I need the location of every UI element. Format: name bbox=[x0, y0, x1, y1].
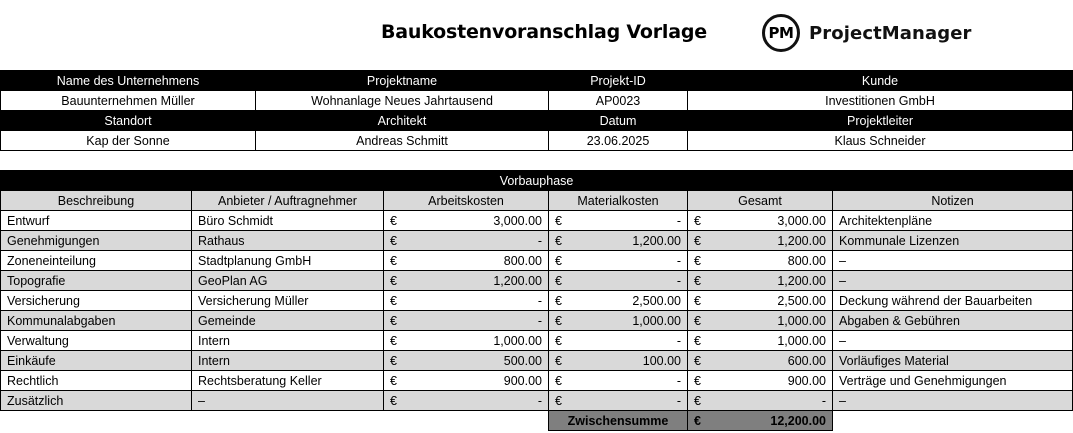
notes-cell[interactable]: Abgaben & Gebühren bbox=[833, 311, 1073, 331]
description-cell[interactable]: Kommunalabgaben bbox=[1, 311, 192, 331]
material-cost-cell-amount: - bbox=[676, 213, 681, 228]
subtotal-label: Zwischensumme bbox=[549, 411, 688, 431]
currency-symbol: € bbox=[694, 313, 701, 328]
column-header: Notizen bbox=[833, 191, 1073, 211]
vendor-cell[interactable]: Versicherung Müller bbox=[192, 291, 384, 311]
currency-symbol: € bbox=[390, 353, 397, 368]
currency-symbol: € bbox=[694, 393, 701, 408]
total-cell[interactable] bbox=[688, 271, 833, 291]
description-cell[interactable]: Einkäufe bbox=[1, 351, 192, 371]
material-cost-cell-amount: - bbox=[676, 373, 681, 388]
vendor-cell[interactable]: Stadtplanung GmbH bbox=[192, 251, 384, 271]
total-cell[interactable] bbox=[688, 211, 833, 231]
currency-symbol: € bbox=[694, 373, 701, 388]
notes-cell[interactable]: Kommunale Lizenzen bbox=[833, 231, 1073, 251]
info-value-row bbox=[1, 131, 1073, 151]
currency-symbol: € bbox=[555, 233, 562, 248]
labor-cost-cell-amount: 800.00 bbox=[503, 253, 542, 268]
material-cost-cell-amount: - bbox=[676, 253, 681, 268]
architect-label: Architekt bbox=[256, 111, 549, 131]
total-cell[interactable] bbox=[688, 371, 833, 391]
info-label-row bbox=[1, 71, 1073, 91]
description-cell[interactable]: Rechtlich bbox=[1, 371, 192, 391]
currency-symbol: € bbox=[555, 353, 562, 368]
total-cell-amount: 1,000.00 bbox=[777, 333, 826, 348]
table-row bbox=[1, 271, 1073, 291]
material-cost-cell-amount: - bbox=[676, 333, 681, 348]
total-cell[interactable] bbox=[688, 391, 833, 411]
total-cell-amount: 3,000.00 bbox=[777, 213, 826, 228]
material-cost-cell[interactable] bbox=[549, 271, 688, 291]
material-cost-cell-amount: 100.00 bbox=[642, 353, 681, 368]
material-cost-cell[interactable] bbox=[549, 371, 688, 391]
currency-symbol: € bbox=[390, 253, 397, 268]
labor-cost-cell-amount: 500.00 bbox=[503, 353, 542, 368]
total-cell-amount: 2,500.00 bbox=[777, 293, 826, 308]
material-cost-cell[interactable] bbox=[549, 251, 688, 271]
labor-cost-cell-amount: 900.00 bbox=[503, 373, 542, 388]
empty-cell bbox=[192, 411, 384, 431]
vendor-cell[interactable]: Intern bbox=[192, 331, 384, 351]
vendor-cell[interactable]: Gemeinde bbox=[192, 311, 384, 331]
material-cost-cell-amount: 2,500.00 bbox=[632, 293, 681, 308]
company-name-value[interactable]: Bauunternehmen Müller bbox=[1, 91, 256, 111]
vendor-cell[interactable]: – bbox=[192, 391, 384, 411]
phase-title: Vorbauphase bbox=[1, 171, 1073, 191]
currency-symbol: € bbox=[390, 373, 397, 388]
column-header: Materialkosten bbox=[549, 191, 688, 211]
description-cell[interactable]: Topografie bbox=[1, 271, 192, 291]
notes-cell[interactable]: Deckung während der Bauarbeiten bbox=[833, 291, 1073, 311]
description-cell[interactable]: Genehmigungen bbox=[1, 231, 192, 251]
total-cell[interactable] bbox=[688, 311, 833, 331]
table-row bbox=[1, 371, 1073, 391]
location-label: Standort bbox=[1, 111, 256, 131]
subtotal-row bbox=[1, 411, 1073, 431]
notes-cell[interactable]: – bbox=[833, 391, 1073, 411]
vendor-cell[interactable]: Rechtsberatung Keller bbox=[192, 371, 384, 391]
table-row bbox=[1, 231, 1073, 251]
project-info-table bbox=[0, 70, 1073, 151]
currency-symbol: € bbox=[694, 213, 701, 228]
currency-symbol: € bbox=[390, 213, 397, 228]
vendor-cell[interactable]: Büro Schmidt bbox=[192, 211, 384, 231]
currency-symbol: € bbox=[390, 233, 397, 248]
company-name-label: Name des Unternehmens bbox=[1, 71, 256, 91]
subtotal-value bbox=[688, 411, 833, 431]
currency-symbol: € bbox=[390, 393, 397, 408]
table-row bbox=[1, 391, 1073, 411]
currency-symbol: € bbox=[555, 333, 562, 348]
column-header: Beschreibung bbox=[1, 191, 192, 211]
total-cell-amount: 1,000.00 bbox=[777, 313, 826, 328]
notes-cell[interactable]: Verträge und Genehmigungen bbox=[833, 371, 1073, 391]
currency-symbol: € bbox=[555, 293, 562, 308]
project-name-value[interactable]: Wohnanlage Neues Jahrtausend bbox=[256, 91, 549, 111]
material-cost-cell[interactable] bbox=[549, 351, 688, 371]
date-label: Datum bbox=[549, 111, 688, 131]
vendor-cell[interactable]: Rathaus bbox=[192, 231, 384, 251]
notes-cell[interactable]: – bbox=[833, 331, 1073, 351]
project-manager-label: Projektleiter bbox=[688, 111, 1073, 131]
description-cell[interactable]: Zoneneinteilung bbox=[1, 251, 192, 271]
cost-rows bbox=[1, 211, 1073, 411]
material-cost-cell-amount: - bbox=[676, 273, 681, 288]
total-cell-amount: 600.00 bbox=[787, 353, 826, 368]
vendor-cell[interactable]: GeoPlan AG bbox=[192, 271, 384, 291]
labor-cost-cell[interactable] bbox=[384, 331, 549, 351]
total-cell[interactable] bbox=[688, 331, 833, 351]
labor-cost-cell-amount: 3,000.00 bbox=[493, 213, 542, 228]
table-row bbox=[1, 331, 1073, 351]
currency-symbol: € bbox=[694, 233, 701, 248]
total-cell[interactable] bbox=[688, 251, 833, 271]
notes-cell[interactable]: Vorläufiges Material bbox=[833, 351, 1073, 371]
total-cell-amount: 1,200.00 bbox=[777, 233, 826, 248]
table-row bbox=[1, 311, 1073, 331]
project-manager-value[interactable]: Klaus Schneider bbox=[688, 131, 1073, 151]
material-cost-cell[interactable] bbox=[549, 391, 688, 411]
total-cell-amount: 900.00 bbox=[787, 373, 826, 388]
labor-cost-cell-amount: - bbox=[537, 233, 542, 248]
total-cell[interactable] bbox=[688, 351, 833, 371]
labor-cost-cell[interactable] bbox=[384, 311, 549, 331]
subtotal-amount: 12,200.00 bbox=[770, 413, 826, 428]
labor-cost-cell-amount: 1,200.00 bbox=[493, 273, 542, 288]
currency-symbol: € bbox=[555, 393, 562, 408]
material-cost-cell[interactable] bbox=[549, 231, 688, 251]
table-row bbox=[1, 351, 1073, 371]
notes-cell[interactable]: Architektenpläne bbox=[833, 211, 1073, 231]
pm-logo-icon: PM bbox=[762, 14, 800, 52]
table-row bbox=[1, 291, 1073, 311]
location-value[interactable]: Kap der Sonne bbox=[1, 131, 256, 151]
currency-symbol: € bbox=[555, 313, 562, 328]
project-id-value[interactable]: AP0023 bbox=[549, 91, 688, 111]
column-header: Arbeitskosten bbox=[384, 191, 549, 211]
info-value-row bbox=[1, 91, 1073, 111]
labor-cost-cell-amount: - bbox=[537, 393, 542, 408]
description-cell[interactable]: Zusätzlich bbox=[1, 391, 192, 411]
currency-symbol: € bbox=[390, 313, 397, 328]
empty-cell bbox=[833, 411, 1073, 431]
material-cost-cell[interactable] bbox=[549, 311, 688, 331]
currency-symbol: € bbox=[694, 253, 701, 268]
currency-symbol: € bbox=[390, 273, 397, 288]
date-value[interactable]: 23.06.2025 bbox=[549, 131, 688, 151]
phase-header-row bbox=[1, 171, 1073, 191]
project-id-label: Projekt-ID bbox=[549, 71, 688, 91]
brand-name: ProjectManager bbox=[809, 22, 972, 44]
currency-symbol: € bbox=[694, 413, 701, 428]
project-name-label: Projektname bbox=[256, 71, 549, 91]
labor-cost-cell[interactable] bbox=[384, 211, 549, 231]
material-cost-cell[interactable] bbox=[549, 291, 688, 311]
description-cell[interactable]: Entwurf bbox=[1, 211, 192, 231]
material-cost-cell-amount: 1,200.00 bbox=[632, 233, 681, 248]
column-header: Anbieter / Auftragnehmer bbox=[192, 191, 384, 211]
empty-cell bbox=[384, 411, 549, 431]
vendor-cell[interactable]: Intern bbox=[192, 351, 384, 371]
labor-cost-cell-amount: - bbox=[537, 293, 542, 308]
description-cell[interactable]: Versicherung bbox=[1, 291, 192, 311]
currency-symbol: € bbox=[694, 353, 701, 368]
cost-estimate-table bbox=[0, 170, 1073, 431]
table-row bbox=[1, 211, 1073, 231]
labor-cost-cell[interactable] bbox=[384, 231, 549, 251]
column-header: Gesamt bbox=[688, 191, 833, 211]
labor-cost-cell[interactable] bbox=[384, 351, 549, 371]
labor-cost-cell[interactable] bbox=[384, 291, 549, 311]
description-cell[interactable]: Verwaltung bbox=[1, 331, 192, 351]
total-cell-amount: - bbox=[821, 393, 826, 408]
labor-cost-cell[interactable] bbox=[384, 371, 549, 391]
total-cell[interactable] bbox=[688, 291, 833, 311]
currency-symbol: € bbox=[555, 213, 562, 228]
architect-value[interactable]: Andreas Schmitt bbox=[256, 131, 549, 151]
labor-cost-cell[interactable] bbox=[384, 391, 549, 411]
total-cell-amount: 800.00 bbox=[787, 253, 826, 268]
material-cost-cell[interactable] bbox=[549, 331, 688, 351]
labor-cost-cell[interactable] bbox=[384, 271, 549, 291]
labor-cost-cell[interactable] bbox=[384, 251, 549, 271]
total-cell-amount: 1,200.00 bbox=[777, 273, 826, 288]
currency-symbol: € bbox=[390, 333, 397, 348]
notes-cell[interactable]: – bbox=[833, 251, 1073, 271]
client-label: Kunde bbox=[688, 71, 1073, 91]
page-title: Baukostenvoranschlag Vorlage bbox=[381, 21, 707, 43]
brand-logo bbox=[762, 14, 971, 52]
currency-symbol: € bbox=[694, 333, 701, 348]
currency-symbol: € bbox=[555, 273, 562, 288]
currency-symbol: € bbox=[694, 293, 701, 308]
labor-cost-cell-amount: - bbox=[537, 313, 542, 328]
material-cost-cell-amount: - bbox=[676, 393, 681, 408]
client-value[interactable]: Investitionen GmbH bbox=[688, 91, 1073, 111]
material-cost-cell-amount: 1,000.00 bbox=[632, 313, 681, 328]
currency-symbol: € bbox=[694, 273, 701, 288]
total-cell[interactable] bbox=[688, 231, 833, 251]
info-label-row bbox=[1, 111, 1073, 131]
material-cost-cell[interactable] bbox=[549, 211, 688, 231]
empty-cell bbox=[1, 411, 192, 431]
currency-symbol: € bbox=[390, 293, 397, 308]
labor-cost-cell-amount: 1,000.00 bbox=[493, 333, 542, 348]
column-header-row bbox=[1, 191, 1073, 211]
currency-symbol: € bbox=[555, 373, 562, 388]
table-row bbox=[1, 251, 1073, 271]
currency-symbol: € bbox=[555, 253, 562, 268]
notes-cell[interactable]: – bbox=[833, 271, 1073, 291]
